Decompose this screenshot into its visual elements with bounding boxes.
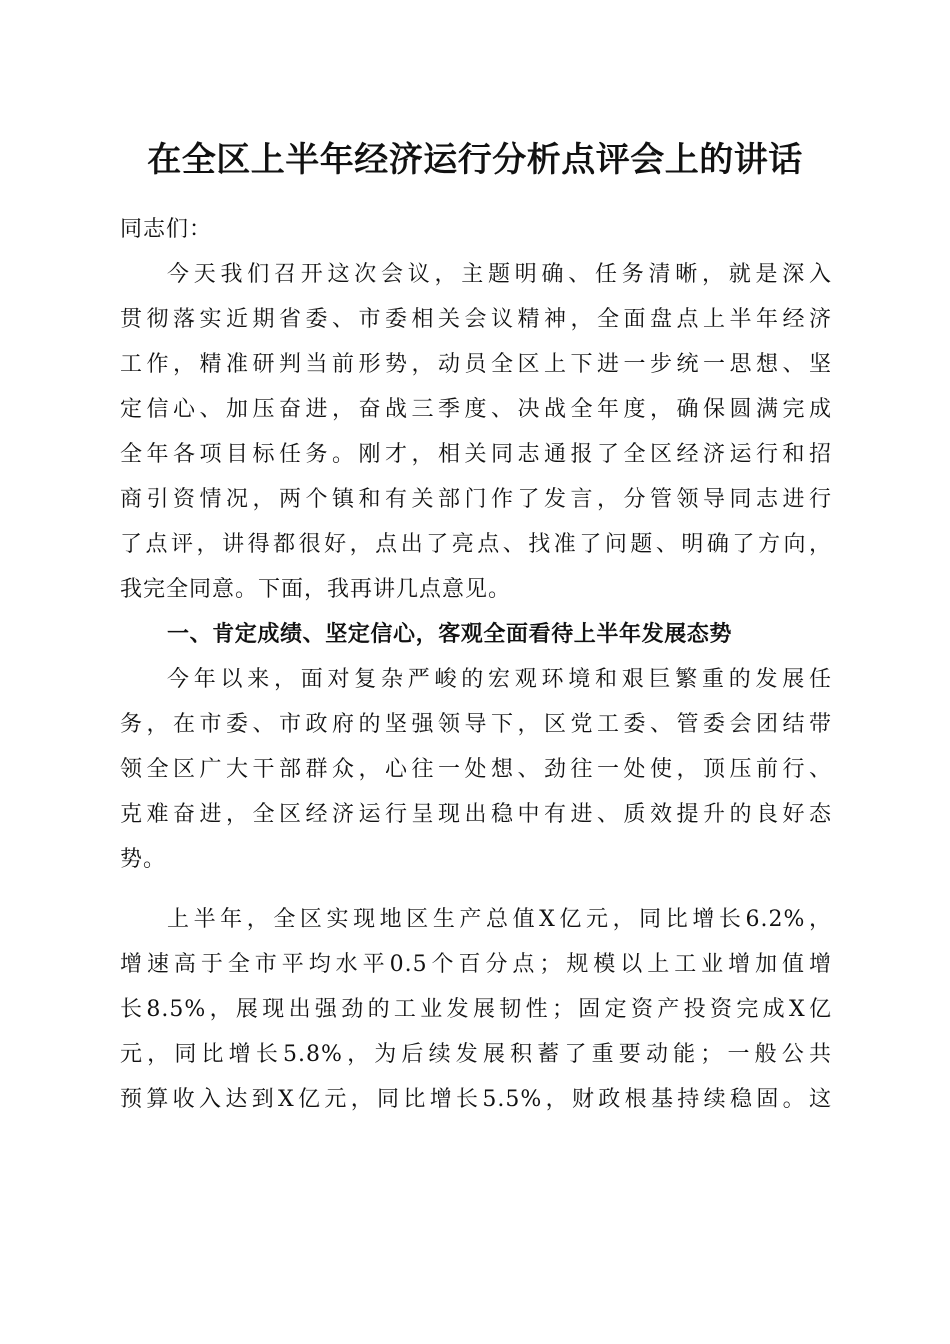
paragraph-line: 上半年，全区实现地区生产总值X亿元，同比增长6.2%，: [167, 907, 832, 932]
paragraph-intro: [120, 252, 832, 612]
paragraph-line: 今天我们召开这次会议，主题明确、任务清晰，就是深入: [167, 262, 832, 287]
paragraph-line: 了点评，讲得都很好，点出了亮点、找准了问题、明确了方向，: [120, 532, 832, 557]
paragraph-line: 商引资情况，两个镇和有关部门作了发言，分管领导同志进行: [120, 487, 832, 512]
paragraph-line: 我完全同意。下面，我再讲几点意见。: [120, 577, 512, 602]
paragraph-line: 工作，精准研判当前形势，动员全区上下进一步统一思想、坚: [120, 352, 832, 377]
paragraph-line: 领全区广大干部群众，心往一处想、劲往一处使，顶压前行、: [120, 757, 832, 782]
paragraph-line: 势。: [120, 847, 167, 872]
paragraph-overview: [120, 657, 832, 882]
paragraph-line: 长8.5%，展现出强劲的工业发展韧性；固定资产投资完成X亿: [120, 997, 832, 1022]
section-heading: 一、肯定成绩、坚定信心，客观全面看待上半年发展态势: [167, 622, 733, 647]
paragraph-line: 今年以来，面对复杂严峻的宏观环境和艰巨繁重的发展任: [167, 667, 832, 692]
paragraph-line: 全年各项目标任务。刚才，相关同志通报了全区经济运行和招: [120, 442, 832, 467]
paragraph-line: 定信心、加压奋进，奋战三季度、决战全年度，确保圆满完成: [120, 397, 832, 422]
paragraph-line: 克难奋进，全区经济运行呈现出稳中有进、质效提升的良好态: [120, 802, 832, 827]
document-body: [120, 207, 832, 1122]
paragraph-line: 务，在市委、市政府的坚强领导下，区党工委、管委会团结带: [120, 712, 832, 737]
document-title: 在全区上半年经济运行分析点评会上的讲话: [147, 140, 803, 180]
paragraph-line: 增速高于全市平均水平0.5个百分点；规模以上工业增加值增: [120, 952, 832, 977]
salutation: 同志们：: [120, 217, 213, 242]
paragraph-indicators: [120, 897, 832, 1122]
paragraph-line: 元，同比增长5.8%，为后续发展积蓄了重要动能；一般公共: [120, 1042, 832, 1067]
paragraph-gap: [120, 882, 832, 897]
paragraph-line: 贯彻落实近期省委、市委相关会议精神，全面盘点上半年经济: [120, 307, 832, 332]
paragraph-line: 预算收入达到X亿元，同比增长5.5%，财政根基持续稳固。这: [120, 1087, 832, 1112]
